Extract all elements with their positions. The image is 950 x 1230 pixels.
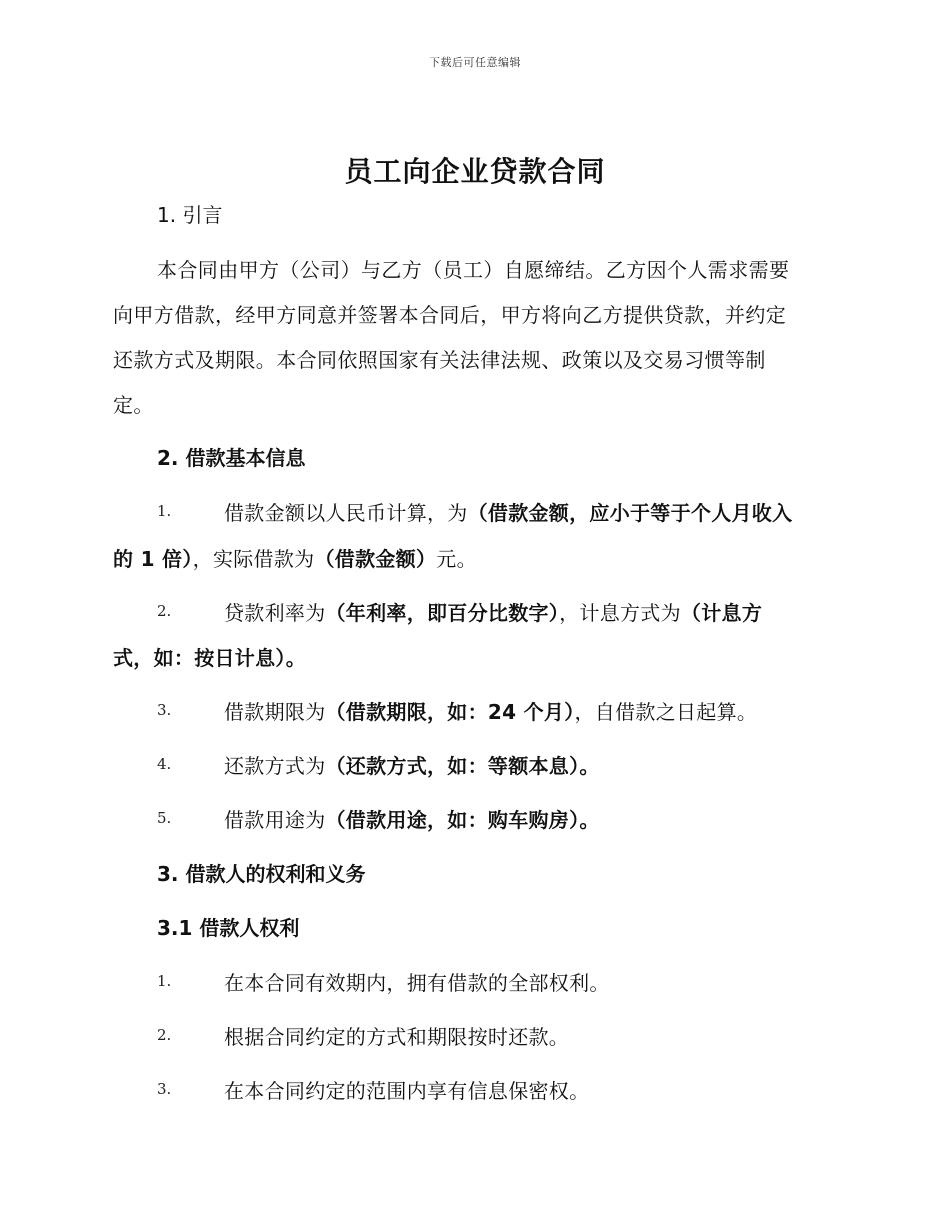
item-text: 元。 bbox=[436, 547, 477, 571]
section-3-heading: 3. 借款人的权利和义务 bbox=[157, 862, 366, 886]
list-item-line bbox=[224, 804, 600, 833]
item-text: ，计息方式为 bbox=[559, 601, 681, 625]
list-number: 1. bbox=[157, 502, 172, 520]
item-text: 还款方式为 bbox=[224, 754, 326, 778]
item-text: 借款期限为 bbox=[224, 700, 326, 724]
item-placeholder: （借款金额） bbox=[314, 547, 437, 571]
list-item-line bbox=[224, 597, 762, 626]
intro-line-3: 还款方式及期限。本合同依照国家有关法律法规、政策以及交易习惯等制 bbox=[113, 348, 766, 372]
list-number: 2. bbox=[157, 1026, 172, 1044]
list-item-line bbox=[224, 750, 600, 779]
intro-line-2: 向甲方借款，经甲方同意并签署本合同后，甲方将向乙方提供贷款，并约定 bbox=[113, 303, 787, 327]
list-item-line: 式，如：按日计息）。 bbox=[113, 646, 306, 670]
item-placeholder: （年利率，即百分比数字） bbox=[325, 601, 560, 625]
list-number: 5. bbox=[157, 809, 172, 827]
list-item-line: 根据合同约定的方式和期限按时还款。 bbox=[224, 1025, 570, 1049]
list-item-line: 在本合同约定的范围内享有信息保密权。 bbox=[224, 1079, 590, 1103]
item-text: 借款用途为 bbox=[224, 808, 326, 832]
list-item-line bbox=[224, 497, 792, 526]
list-number: 3. bbox=[157, 1080, 172, 1098]
intro-line-1: 本合同由甲方（公司）与乙方（员工）自愿缔结。乙方因个人需求需要 bbox=[157, 258, 790, 282]
list-item-line bbox=[113, 543, 477, 572]
item-placeholder: （借款金额，应小于等于个人月收入 bbox=[467, 501, 793, 525]
list-item-line bbox=[224, 696, 757, 725]
item-placeholder: 的 1 倍） bbox=[113, 547, 193, 571]
section-1-heading: 1. 引言 bbox=[157, 203, 223, 227]
item-placeholder: （计息方 bbox=[680, 601, 763, 625]
section-2-heading: 2. 借款基本信息 bbox=[157, 446, 306, 470]
list-number: 4. bbox=[157, 755, 172, 773]
item-text: 贷款利率为 bbox=[224, 601, 326, 625]
document-title: 员工向企业贷款合同 bbox=[344, 155, 606, 188]
list-item-line: 在本合同有效期内，拥有借款的全部权利。 bbox=[224, 971, 610, 995]
list-number: 3. bbox=[157, 701, 172, 719]
intro-line-4: 定。 bbox=[113, 393, 154, 417]
section-3-1-heading: 3.1 借款人权利 bbox=[157, 916, 300, 940]
item-placeholder: （借款期限，如：24 个月） bbox=[325, 700, 575, 724]
list-number: 1. bbox=[157, 972, 172, 990]
list-number: 2. bbox=[157, 602, 172, 620]
item-text: ，自借款之日起算。 bbox=[574, 700, 758, 724]
item-placeholder: （借款用途，如：购车购房）。 bbox=[325, 808, 600, 832]
item-text: 借款金额以人民币计算，为 bbox=[224, 501, 468, 525]
item-text: ，实际借款为 bbox=[192, 547, 315, 571]
header-note: 下载后可任意编辑 bbox=[429, 56, 521, 69]
item-placeholder: （还款方式，如：等额本息）。 bbox=[325, 754, 600, 778]
